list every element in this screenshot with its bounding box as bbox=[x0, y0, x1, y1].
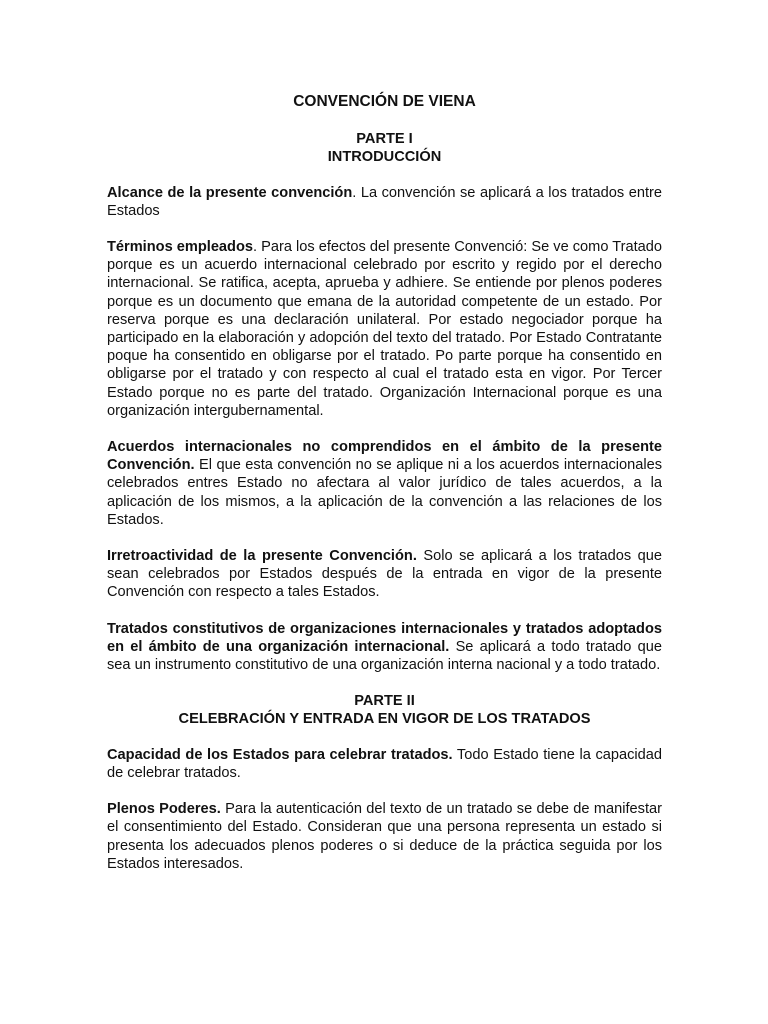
paragraph-text: . La convención se aplicará a los tratados entre Estados bbox=[107, 184, 662, 219]
paragraph-text: Para la autenticación del texto de un tratado se debe de manifestar el consentimiento del Estado. Consideran que una persona representa un estado si presenta los adecuados plenos poderes o si deduce de la práctica seguida por los Estados interesados. bbox=[107, 801, 662, 872]
paragraph-plenos-poderes bbox=[107, 800, 662, 873]
part-1-heading bbox=[107, 130, 662, 166]
paragraph-irretroactividad bbox=[107, 547, 662, 602]
paragraph-lead: Acuerdos internacionales no comprendidos en el ámbito de la presente Convención. bbox=[107, 439, 662, 474]
paragraph-text: . Para los efectos del presente Convenció: Se ve como Tratado porque es un acuerdo internacional celebrado por escrito y regido por el derecho internacional. Se ratifica, acepta, aprueba y adhiere. Se entiende por plenos poderes porque es un documento que emana de la autoridad competente de un estado. Por reserva porque es una declaración unilateral. Por estado negociador porque ha participado en la elaboración y adopción del texto del tratado. Por Estado Contratante poque ha consentido en obligarse por el tratado. Po parte porque ha consentido en obligarse por el tratado y con respecto al cual el tratado esta en vigor. Por Tercer Estado porque no es parte del tratado. Organización Internacional porque es una organización intergubernamental. bbox=[107, 239, 662, 419]
paragraph-terminos bbox=[107, 238, 662, 420]
document-title: CONVENCIÓN DE VIENA bbox=[293, 93, 476, 110]
paragraph-lead: Irretroactividad de la presente Convención. bbox=[107, 548, 417, 565]
document-page bbox=[107, 93, 662, 891]
paragraph-text: Todo Estado tiene la capacidad de celebrar tratados. bbox=[107, 746, 662, 781]
part-1-title: INTRODUCCIÓN bbox=[327, 149, 442, 166]
paragraph-lead: Capacidad de los Estados para celebrar tratados. bbox=[107, 746, 453, 763]
part-2-heading bbox=[107, 692, 662, 728]
paragraph-lead: Plenos Poderes. bbox=[107, 801, 221, 818]
part-2-title: CELEBRACIÓN Y ENTRADA EN VIGOR DE LOS TRATADOS bbox=[178, 711, 591, 728]
part-2-label: PARTE II bbox=[354, 693, 415, 710]
paragraph-text: Solo se aplicará a los tratados que sean celebrados por Estados después de la entrada en vigor de la presente Convención con respecto a tales Estados. bbox=[107, 548, 662, 601]
paragraph-capacidad bbox=[107, 746, 662, 782]
paragraph-acuerdos bbox=[107, 438, 662, 529]
paragraph-text: Se aplicará a todo tratado que sea un instrumento constitutivo de una organización interna nacional y a todo tratado. bbox=[107, 638, 663, 674]
paragraph-lead: Tratados constitutivos de organizaciones internacionales y tratados adoptados en el ámbito de una organización internacional. bbox=[107, 620, 662, 655]
paragraph-alcance bbox=[107, 184, 662, 220]
paragraph-lead: Términos empleados bbox=[107, 239, 253, 256]
paragraph-tratados-constitutivos bbox=[107, 620, 662, 675]
part-1-label: PARTE I bbox=[356, 131, 413, 148]
paragraph-lead: Alcance de la presente convención bbox=[107, 184, 353, 201]
paragraph-text: El que esta convención no se aplique ni a los acuerdos internacionales celebrados entres Estado no afectara al valor jurídico de tales acuerdos, a la aplicación de los mismos, a la aplicación de la convención a las relaciones de los Estados. bbox=[107, 457, 662, 528]
